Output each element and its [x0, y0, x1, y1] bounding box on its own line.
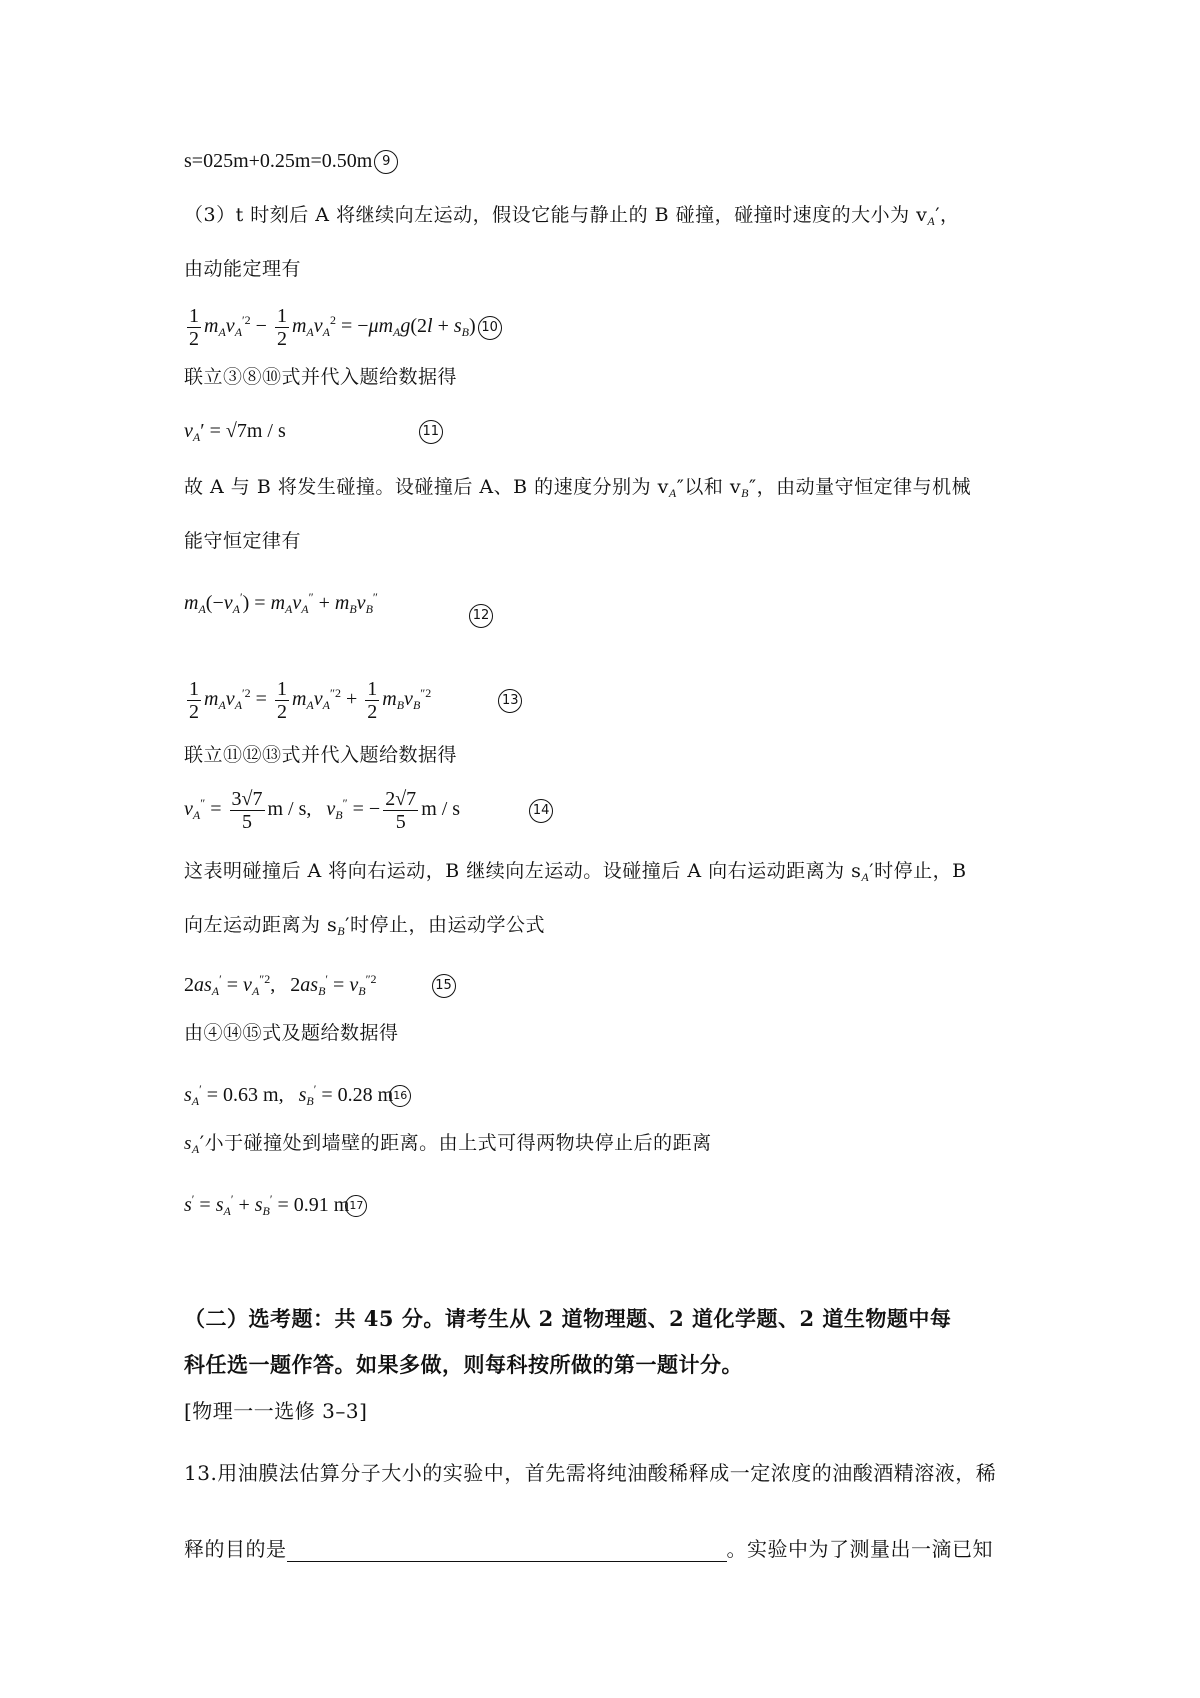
- collision-line2: 能守恒定律有: [184, 530, 302, 552]
- question-13-prefix: 释的目的是: [184, 1537, 287, 1561]
- question-13-suffix: 。实验中为了测量出一滴已知: [726, 1537, 993, 1561]
- equation-15: $2as_A' = v_A^{''2}$, $2as_B' = v_B^{''2}$ 15: [184, 966, 456, 1004]
- collision-text-mid: 以和 v: [684, 476, 742, 498]
- collision-line1: 故 A 与 B 将发生碰撞。设碰撞后 A、B 的速度分别为 $v_A''$以和 $v_B''$，由动量守恒定律与机械: [184, 476, 972, 500]
- equation-13: $\frac{1}{2}$ $m_Av_A^{'2}$ = $\frac{1}{2}$ $m_Av_A^{''2}$ + $\frac{1}{2}$ $m_Bv_B^{''2}$ 13: [184, 678, 522, 723]
- section-heading-line2: 科任选一题作答。如果多做，则每科按所做的第一题计分。: [184, 1352, 743, 1377]
- combine-line-1: 联立③⑧⑩式并代入题给数据得: [184, 366, 458, 388]
- eq-mark-10: 10: [478, 316, 502, 340]
- question-13-line2: [184, 1536, 993, 1562]
- sa-less-line: $s_A'$小于碰撞处到墙壁的距离。由上式可得两物块停止后的距离: [184, 1132, 712, 1156]
- equation-14: $v_A''$ = $\frac{3√7}{5}$ m / s, $v_B''$ = − $\frac{2√7}{5}$ m / s 14: [184, 788, 553, 833]
- collision-text-end: ，由动量守恒定律与机械: [756, 476, 972, 498]
- eq-mark-15: 15: [432, 974, 456, 998]
- eq-mark-14: 14: [529, 799, 553, 823]
- equation-17: $s' = s_A' + s_B' = 0.91$ m17: [184, 1186, 367, 1224]
- s-final-value: 0.91 m: [293, 1194, 350, 1216]
- after-text-b: 向左运动距离为 s: [184, 914, 338, 936]
- combine-line-3: 由④⑭⑮式及题给数据得: [184, 1022, 399, 1044]
- equation-11: $v_A' = √7m / s$ 11: [184, 418, 443, 450]
- after-text-b-end: 时停止，由运动学公式: [349, 914, 545, 936]
- sa-less-text: 小于碰撞处到墙壁的距离。由上式可得两物块停止后的距离: [204, 1132, 712, 1154]
- equation-10: $\frac{1}{2}$ $m_Av_A^{'2}$ − $\frac{1}{2}$ $m_Av_A^2 = -\mu m_Ag(2l + s_B)$ 10: [184, 305, 502, 350]
- question-13-line1: 13.用油膜法估算分子大小的实验中，首先需将纯油酸稀释成一定浓度的油酸酒精溶液，稀: [184, 1461, 997, 1485]
- s-total-text: s=025m+0.25m=0.50m: [184, 150, 373, 172]
- eq-mark-17: 17: [345, 1195, 367, 1217]
- physics-tag: [物理一一选修 3–3]: [184, 1399, 368, 1423]
- collision-text-a: 故 A 与 B 将发生碰撞。设碰撞后 A、B 的速度分别为 v: [184, 476, 669, 498]
- eq-mark-16: 16: [389, 1085, 411, 1107]
- eq-mark-12: 12: [469, 604, 493, 628]
- para3-line2: 由动能定理有: [184, 258, 302, 280]
- after-text-a-end: 时停止，B: [874, 860, 967, 882]
- eq-mark-11: 11: [419, 420, 443, 444]
- sb-result: 0.28 m: [337, 1084, 394, 1106]
- para3-text: （3）t 时刻后 A 将继续向左运动，假设它能与静止的 B 碰撞，碰撞时速度的大小为 v: [184, 204, 928, 226]
- eq-mark-13: 13: [498, 689, 522, 713]
- eq-mark-9: 9: [374, 150, 398, 174]
- eq-mark-12-wrap: [467, 602, 493, 628]
- combine-line-2: 联立⑪⑫⑬式并代入题给数据得: [184, 744, 458, 766]
- section-heading-line1: （二）选考题：共 45 分。请考生从 2 道物理题、2 道化学题、2 道生物题中每: [184, 1306, 952, 1331]
- va-prime-value: √7m / s: [225, 420, 286, 442]
- sa-result: 0.63 m,: [223, 1084, 284, 1106]
- after-line2: 向左运动距离为 $s_B'$时停止，由运动学公式: [184, 914, 545, 938]
- after-text-a: 这表明碰撞后 A 将向右运动，B 继续向左运动。设碰撞后 A 向右运动距离为 s: [184, 860, 862, 882]
- equation-16: $s_A' = 0.63$ m, $s_B' = 0.28$ m16: [184, 1076, 411, 1114]
- answer-blank[interactable]: [287, 1539, 727, 1562]
- after-line1: 这表明碰撞后 A 将向右运动，B 继续向左运动。设碰撞后 A 向右运动距离为 $s_A'$时停止，B: [184, 860, 967, 884]
- para3-line1: （3）t 时刻后 A 将继续向左运动，假设它能与静止的 B 碰撞，碰撞时速度的大小为 $v_A'$，: [184, 204, 960, 228]
- line-s-total: [184, 148, 398, 174]
- equation-12: $m_A(-v_A') = m_Av_A'' + m_Bv_B''$: [184, 590, 378, 616]
